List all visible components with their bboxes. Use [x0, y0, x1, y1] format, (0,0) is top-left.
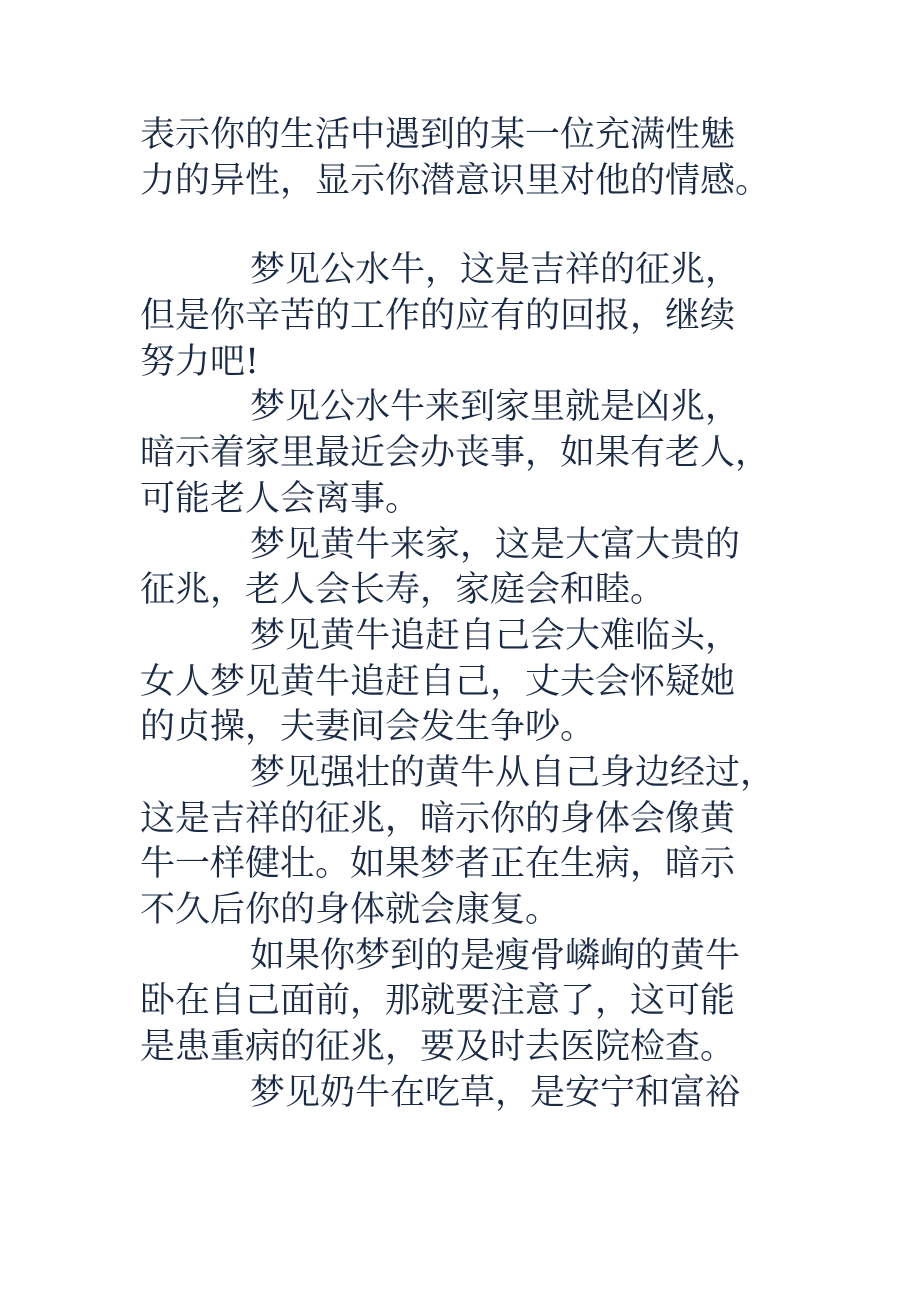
paragraph-strong-cattle: [140, 751, 800, 934]
text-line: 梦见黄牛追赶自己会大难临头，: [250, 615, 741, 656]
text-line: 努力吧!: [140, 341, 260, 382]
text-line: 梦见公水牛来到家里就是凶兆，: [250, 387, 741, 428]
text-line: 力的异性，显示你潜意识里对他的情感。: [140, 160, 771, 201]
paragraph-dairy-cow: [140, 1071, 800, 1117]
text-line: 但是你辛苦的工作的应有的回报，继续: [140, 296, 736, 337]
text-line: 梦见强壮的黄牛从自己身边经过，: [250, 752, 776, 793]
text-line: 的贞操，夫妻间会发生争吵。: [140, 707, 596, 748]
text-line: 征兆，老人会长寿，家庭会和睦。: [140, 570, 666, 611]
text-line: 卧在自己面前，那就要注意了，这可能: [140, 981, 736, 1022]
text-line: 暗示着家里最近会办丧事，如果有老人，: [140, 433, 771, 474]
text-line: 不久后你的身体就会康复。: [140, 890, 561, 930]
text-line: 是患重病的征兆，要及时去医院检查。: [140, 1027, 736, 1068]
paragraph-cattle-chase: [140, 614, 800, 751]
text-line: 表示你的生活中遇到的某一位充满性魅: [140, 115, 736, 155]
paragraph-thin-cattle: [140, 934, 800, 1071]
document-body: [140, 113, 800, 1116]
paragraph-gap: [140, 204, 800, 248]
text-line: 梦见公水牛，这是吉祥的征兆，: [250, 250, 741, 291]
text-line: 梦见奶牛在吃草，是安宁和富裕: [250, 1072, 741, 1113]
text-line: 牛一样健壮。如果梦者正在生病，暗示: [140, 844, 736, 885]
text-line: 梦见黄牛来家，这是大富大贵的: [250, 524, 741, 565]
paragraph-buffalo-home: [140, 385, 800, 522]
paragraph-male-buffalo: [140, 248, 800, 385]
text-line: 女人梦见黄牛追赶自己，丈夫会怀疑她: [140, 661, 736, 702]
paragraph-cattle-home: [140, 523, 800, 614]
text-line: 可能老人会离事。: [140, 478, 421, 519]
paragraph-continuation: [140, 113, 800, 204]
text-line: 如果你梦到的是瘦骨嶙峋的黄牛: [250, 935, 741, 976]
text-line: 这是吉祥的征兆，暗示你的身体会像黄: [140, 798, 736, 839]
